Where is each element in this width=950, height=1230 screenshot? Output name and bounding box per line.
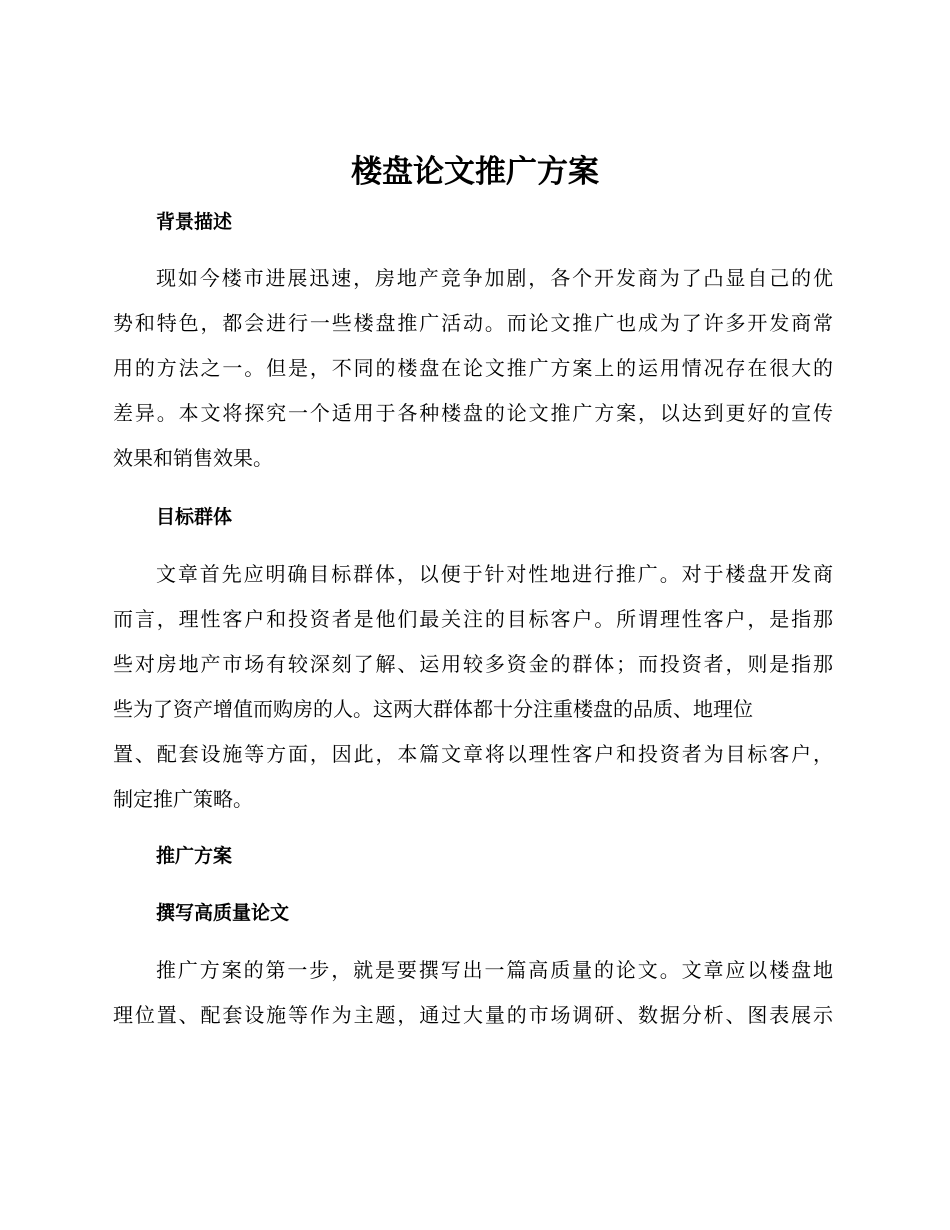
paragraph-line: 文章首先应明确目标群体，以便于针对性地进行推广。对于楼盘开发商 [156,562,833,586]
section-heading-write-quality-paper: 撰写高质量论文 [156,902,290,924]
paragraph-line: 用的方法之一。但是，不同的楼盘在论文推广方案上的运用情况存在很大的 [113,356,833,380]
paragraph-line: 些为了资产增值而购房的人。这两大群体都十分注重楼盘的品质、地理位 [113,697,753,721]
paragraph-line: 差异。本文将探究一个适用于各种楼盘的论文推广方案，以达到更好的宣传 [113,401,833,425]
paragraph-target-audience [113,552,833,822]
paragraph-line: 些对房地产市场有较深刻了解、运用较多资金的群体；而投资者，则是指那 [113,652,833,676]
section-heading-promotion-plan: 推广方案 [156,845,233,867]
paragraph-line: 现如今楼市进展迅速，房地产竞争加剧，各个开发商为了凸显自己的优 [156,266,833,290]
section-heading-background: 背景描述 [156,211,233,233]
paragraph-line: 推广方案的第一步，就是要撰写出一篇高质量的论文。文章应以楼盘地 [156,958,833,982]
paragraph-line: 而言，理性客户和投资者是他们最关注的目标客户。所谓理性客户，是指那 [113,607,833,631]
paragraph-line: 置、配套设施等方面，因此，本篇文章将以理性客户和投资者为目标客户， [113,742,833,766]
paragraph-background [113,256,833,481]
paragraph-line: 制定推广策略。 [113,787,253,811]
paragraph-line: 势和特色，都会进行一些楼盘推广活动。而论文推广也成为了许多开发商常 [113,311,833,335]
document-title: 楼盘论文推广方案 [351,154,599,190]
section-heading-target-audience: 目标群体 [156,506,233,528]
paragraph-write-quality-paper [113,948,833,1038]
paragraph-line: 效果和销售效果。 [113,446,273,470]
paragraph-line: 理位置、配套设施等作为主题，通过大量的市场调研、数据分析、图表展示 [113,1003,833,1027]
